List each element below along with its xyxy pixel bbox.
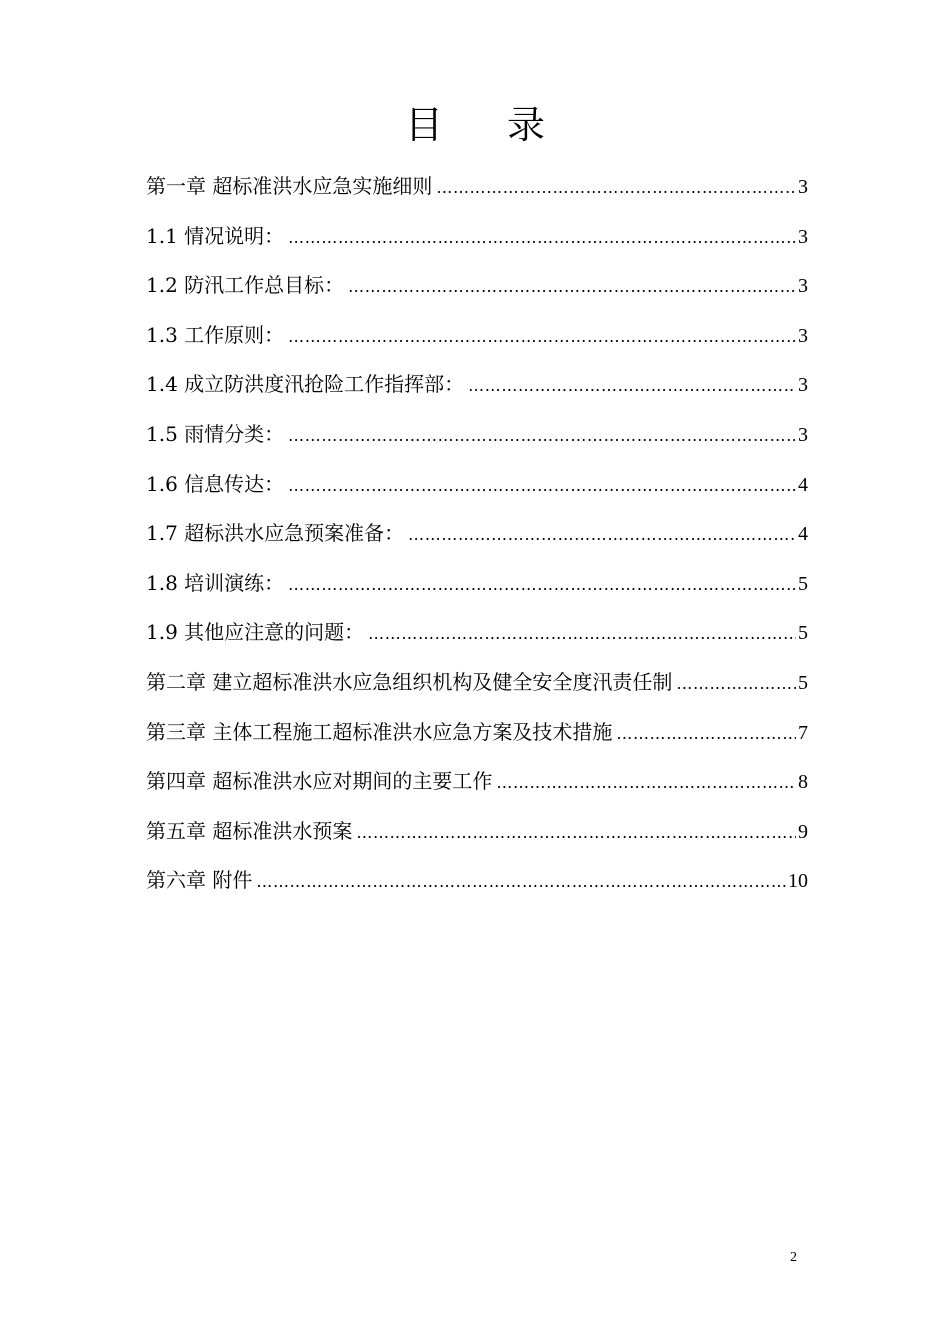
toc-entry[interactable]: [146, 358, 808, 408]
toc-leader-dots: [616, 708, 796, 760]
toc-leader-dots: [288, 311, 796, 363]
toc-entry-page: 9: [798, 820, 808, 843]
toc-entry-label: 1.2 防汛工作总目标：: [146, 273, 345, 298]
toc-entry-page: 8: [798, 771, 808, 794]
toc-leader-dots: [496, 757, 796, 809]
toc-entry[interactable]: [146, 259, 808, 309]
toc-entry-label: 第一章 超标准洪水应急实施细则: [146, 174, 433, 198]
toc-entry-page: 3: [798, 423, 808, 446]
toc-entry-label: 1.8 培训演练：: [146, 570, 285, 595]
toc-entry[interactable]: [146, 458, 808, 508]
toc-entry[interactable]: [146, 160, 808, 210]
toc-leader-dots: [408, 509, 796, 561]
toc-leader-dots: [356, 807, 796, 859]
toc-entry-page: 3: [798, 324, 808, 347]
toc-entry-page: 3: [798, 225, 808, 248]
toc-entry[interactable]: [146, 606, 808, 656]
toc-entry-label: 第二章 建立超标准洪水应急组织机构及健全安全度汛责任制: [146, 669, 673, 694]
toc-entry-label: 第五章 超标准洪水预案: [146, 818, 353, 843]
toc-entry[interactable]: [146, 805, 808, 855]
toc-leader-dots: [288, 559, 796, 611]
toc-entry-label: 1.1 情况说明：: [146, 223, 285, 248]
page-number: 2: [790, 1250, 797, 1265]
toc-entry[interactable]: [146, 755, 808, 805]
toc-entry[interactable]: [146, 557, 808, 607]
toc-entry-label: 1.7 超标洪水应急预案准备：: [146, 521, 405, 546]
toc-entry-page: 5: [798, 671, 808, 694]
toc-entry-page: 3: [798, 374, 808, 397]
toc-entry-label: 第三章 主体工程施工超标准洪水应急方案及技术措施: [146, 719, 613, 744]
toc-leader-dots: [256, 856, 786, 908]
toc-entry-page: 3: [798, 176, 808, 198]
toc-entry[interactable]: [146, 507, 808, 557]
toc-leader-dots: [288, 410, 796, 462]
toc-entry-label: 1.3 工作原则：: [146, 322, 285, 347]
toc-leader-dots: [676, 658, 796, 710]
toc-entry-page: 7: [798, 721, 808, 744]
toc-entry[interactable]: [146, 656, 808, 706]
toc-entry-label: 1.6 信息传达：: [146, 471, 285, 496]
toc-leader-dots: [288, 460, 796, 512]
toc-entry[interactable]: [146, 706, 808, 756]
toc-entry-page: 5: [798, 622, 808, 645]
table-of-contents: [146, 160, 808, 904]
toc-entry-label: 第六章 附件: [146, 868, 253, 893]
toc-entry[interactable]: [146, 408, 808, 458]
toc-entry-page: 3: [798, 275, 808, 298]
toc-leader-dots: [436, 162, 796, 214]
toc-entry[interactable]: [146, 210, 808, 260]
toc-leader-dots: [348, 261, 796, 313]
page-title: 目 录: [404, 103, 572, 147]
toc-entry-page: 10: [788, 870, 808, 893]
toc-entry-page: 5: [798, 572, 808, 595]
toc-entry[interactable]: [146, 854, 808, 904]
toc-entry-label: 1.5 雨情分类：: [146, 421, 285, 446]
toc-entry-label: 1.9 其他应注意的问题：: [146, 620, 365, 645]
toc-leader-dots: [468, 360, 796, 412]
toc-leader-dots: [368, 608, 796, 660]
toc-entry-page: 4: [798, 523, 808, 546]
toc-leader-dots: [288, 212, 796, 264]
toc-entry-label: 1.4 成立防洪度汛抢险工作指挥部：: [146, 372, 465, 397]
toc-entry-label: 第四章 超标准洪水应对期间的主要工作: [146, 769, 493, 794]
toc-entry[interactable]: [146, 309, 808, 359]
toc-entry-page: 4: [798, 473, 808, 496]
